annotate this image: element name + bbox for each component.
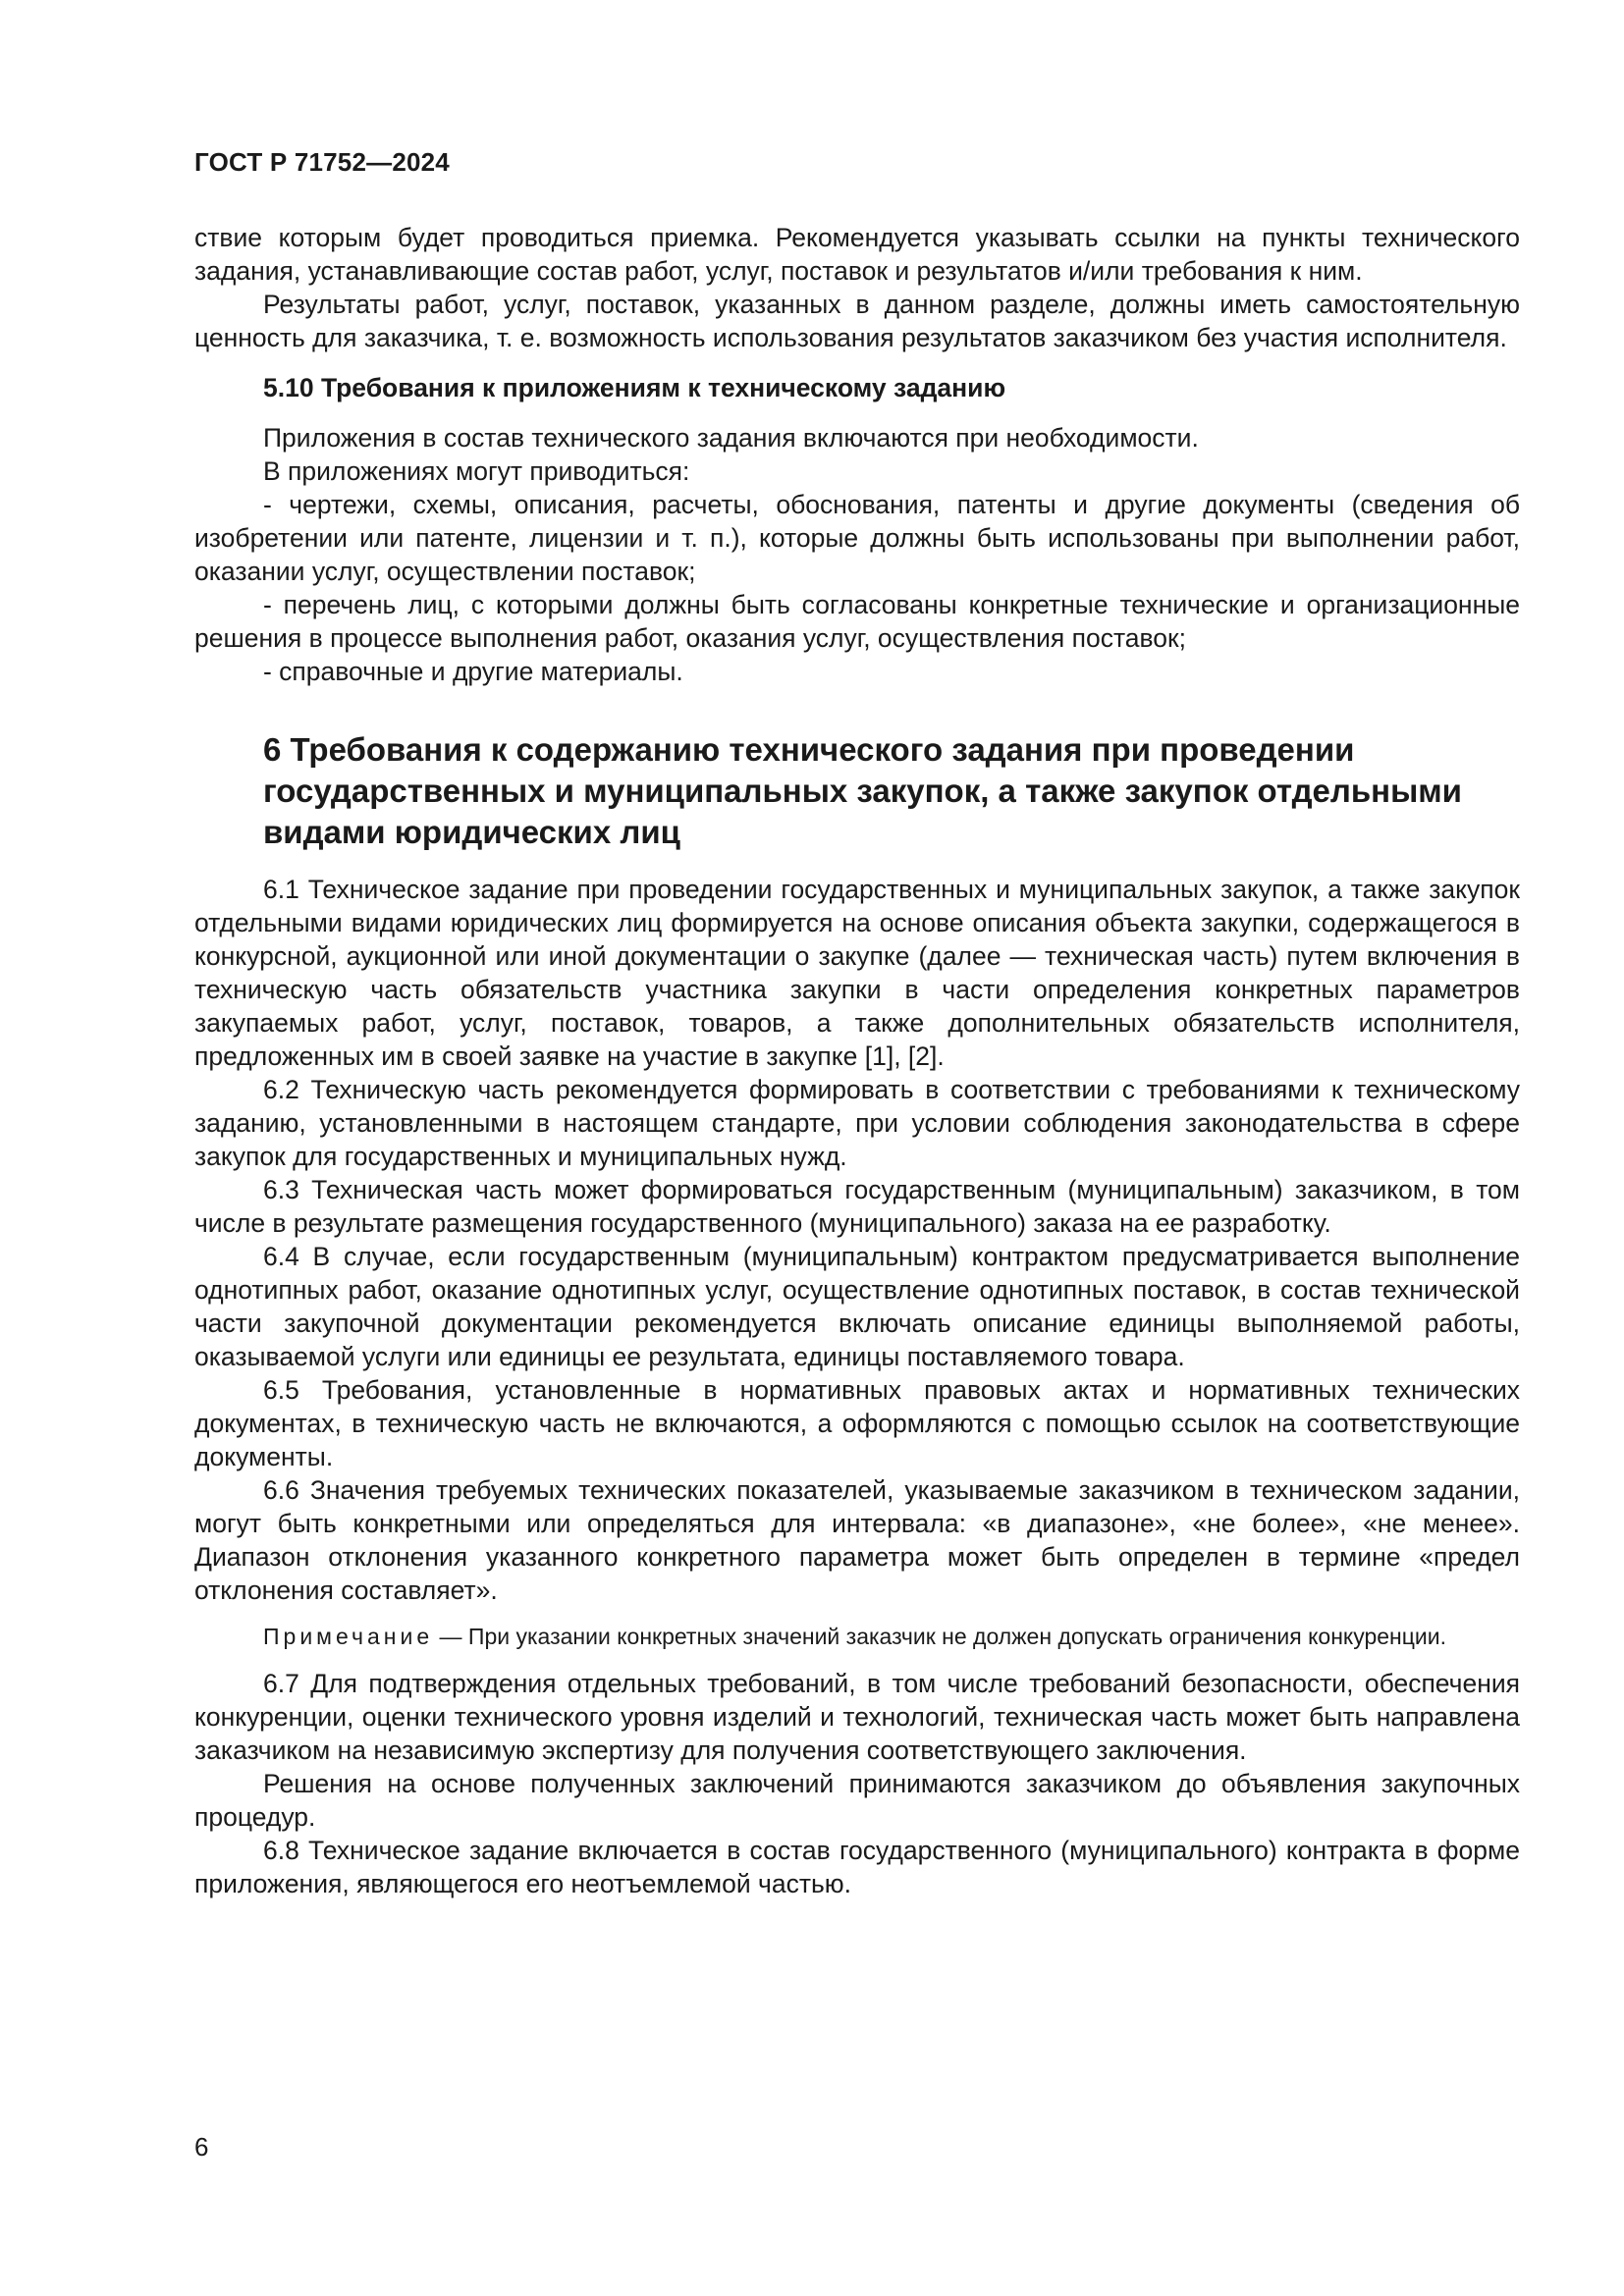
note-label: Примечание bbox=[263, 1624, 434, 1649]
paragraph-6-6: 6.6 Значения требуемых технических показателей, указываемые заказчиком в техническом задании, могут быть конкретными или определяться для интервала: «в диапазоне», «не более», «не менее». Диапазон отклонения указанного конкретного параметра может быть определен в термине «предел отклонения составляет». bbox=[194, 1475, 1520, 1605]
section-6-title: 6 Требования к содержанию технического задания при проведении государственных и муниципальных закупок, а также закупок отдельными видами юридических лиц bbox=[263, 731, 1462, 850]
paragraph-6-1: 6.1 Техническое задание при проведении государственных и муниципальных закупок, а также закупок отдельными видами юридических лиц формируется на основе описания объекта закупки, содержащегося в конкурсной, аукционной или иной документации о закупке (далее — техническая часть) путем включения в техническую часть обязательств участника закупки в части определения конкретных параметров закупаемых работ, услуг, поставок, товаров, а также дополнительных обязательств исполнителя, предложенных им в своей заявке на участие в закупке [1], [2]. bbox=[194, 875, 1520, 1071]
paragraph-intro-continuation: ствие которым будет проводиться приемка. Рекомендуется указывать ссылки на пункты технического задания, устанавливающие состав работ, услуг, поставок и результатов и/или требования к ним. bbox=[194, 223, 1520, 286]
paragraph-intro-results: Результаты работ, услуг, поставок, указанных в данном разделе, должны иметь самостоятельную ценность для заказчика, т. е. возможность использования результатов заказчиком без участия исполнителя. bbox=[194, 290, 1520, 352]
paragraph-6-4: 6.4 В случае, если государственным (муниципальным) контрактом предусматривается выполнение однотипных работ, оказание однотипных услуг, осуществление однотипных поставок, в состав технической части закупочной документации рекомендуется включать описание единицы выполняемой работы, оказываемой услуги или единицы ее результата, единицы поставляемого товара. bbox=[194, 1242, 1520, 1371]
paragraph-6-3: 6.3 Техническая часть может формироваться государственным (муниципальным) заказчиком, в том числе в результате размещения государственного (муниципального) заказа на ее разработку. bbox=[194, 1175, 1520, 1238]
list-item-drawings: - чертежи, схемы, описания, расчеты, обоснования, патенты и другие документы (сведения об изобретении или патенте, лицензии и т. п.), которые должны быть использованы при выполнении работ, оказании услуг, осуществлении поставок; bbox=[194, 490, 1520, 586]
list-item-reference-materials: - справочные и другие материалы. bbox=[263, 657, 683, 686]
paragraph-6-8: 6.8 Техническое задание включается в состав государственного (муниципального) контракта в форме приложения, являющегося его неотъемлемой частью. bbox=[194, 1836, 1520, 1898]
section-5-10-title: 5.10 Требования к приложениям к техническому заданию bbox=[263, 373, 1006, 402]
page-number: 6 bbox=[194, 2132, 209, 2162]
paragraph-6-7-decisions: Решения на основе полученных заключений принимаются заказчиком до объявления закупочных процедур. bbox=[194, 1769, 1520, 1832]
paragraph-6-2: 6.2 Техническую часть рекомендуется формировать в соответствии с требованиями к техническому заданию, установленными в настоящем стандарте, при условии соблюдения законодательства в сфере закупок для государственных и муниципальных нужд. bbox=[194, 1075, 1520, 1171]
note-text: При указании конкретных значений заказчик не должен допускать ограничения конкуренции. bbox=[467, 1624, 1447, 1649]
document-code-header: ГОСТ Р 71752—2024 bbox=[194, 147, 450, 177]
paragraph-6-5: 6.5 Требования, установленные в нормативных правовых актах и нормативных технических документах, в техническую часть не включаются, а оформляются с помощью ссылок на соответствующие документы. bbox=[194, 1375, 1520, 1471]
note-dash: — bbox=[433, 1624, 468, 1649]
note bbox=[194, 1622, 1520, 1652]
paragraph-5-10-applications: Приложения в состав технического задания включаются при необходимости. bbox=[263, 423, 1199, 453]
paragraph-5-10-may-include: В приложениях могут приводиться: bbox=[263, 456, 690, 486]
paragraph-6-7: 6.7 Для подтверждения отдельных требований, в том числе требований безопасности, обеспечения конкуренции, оценки технического уровня изделий и технологий, техническая часть может быть направлена заказчиком на независимую экспертизу для получения соответствующего заключения. bbox=[194, 1669, 1520, 1765]
document-body bbox=[194, 221, 1520, 1900]
list-item-persons: - перечень лиц, с которыми должны быть согласованы конкретные технические и организационные решения в процессе выполнения работ, оказания услуг, осуществления поставок; bbox=[194, 590, 1520, 653]
